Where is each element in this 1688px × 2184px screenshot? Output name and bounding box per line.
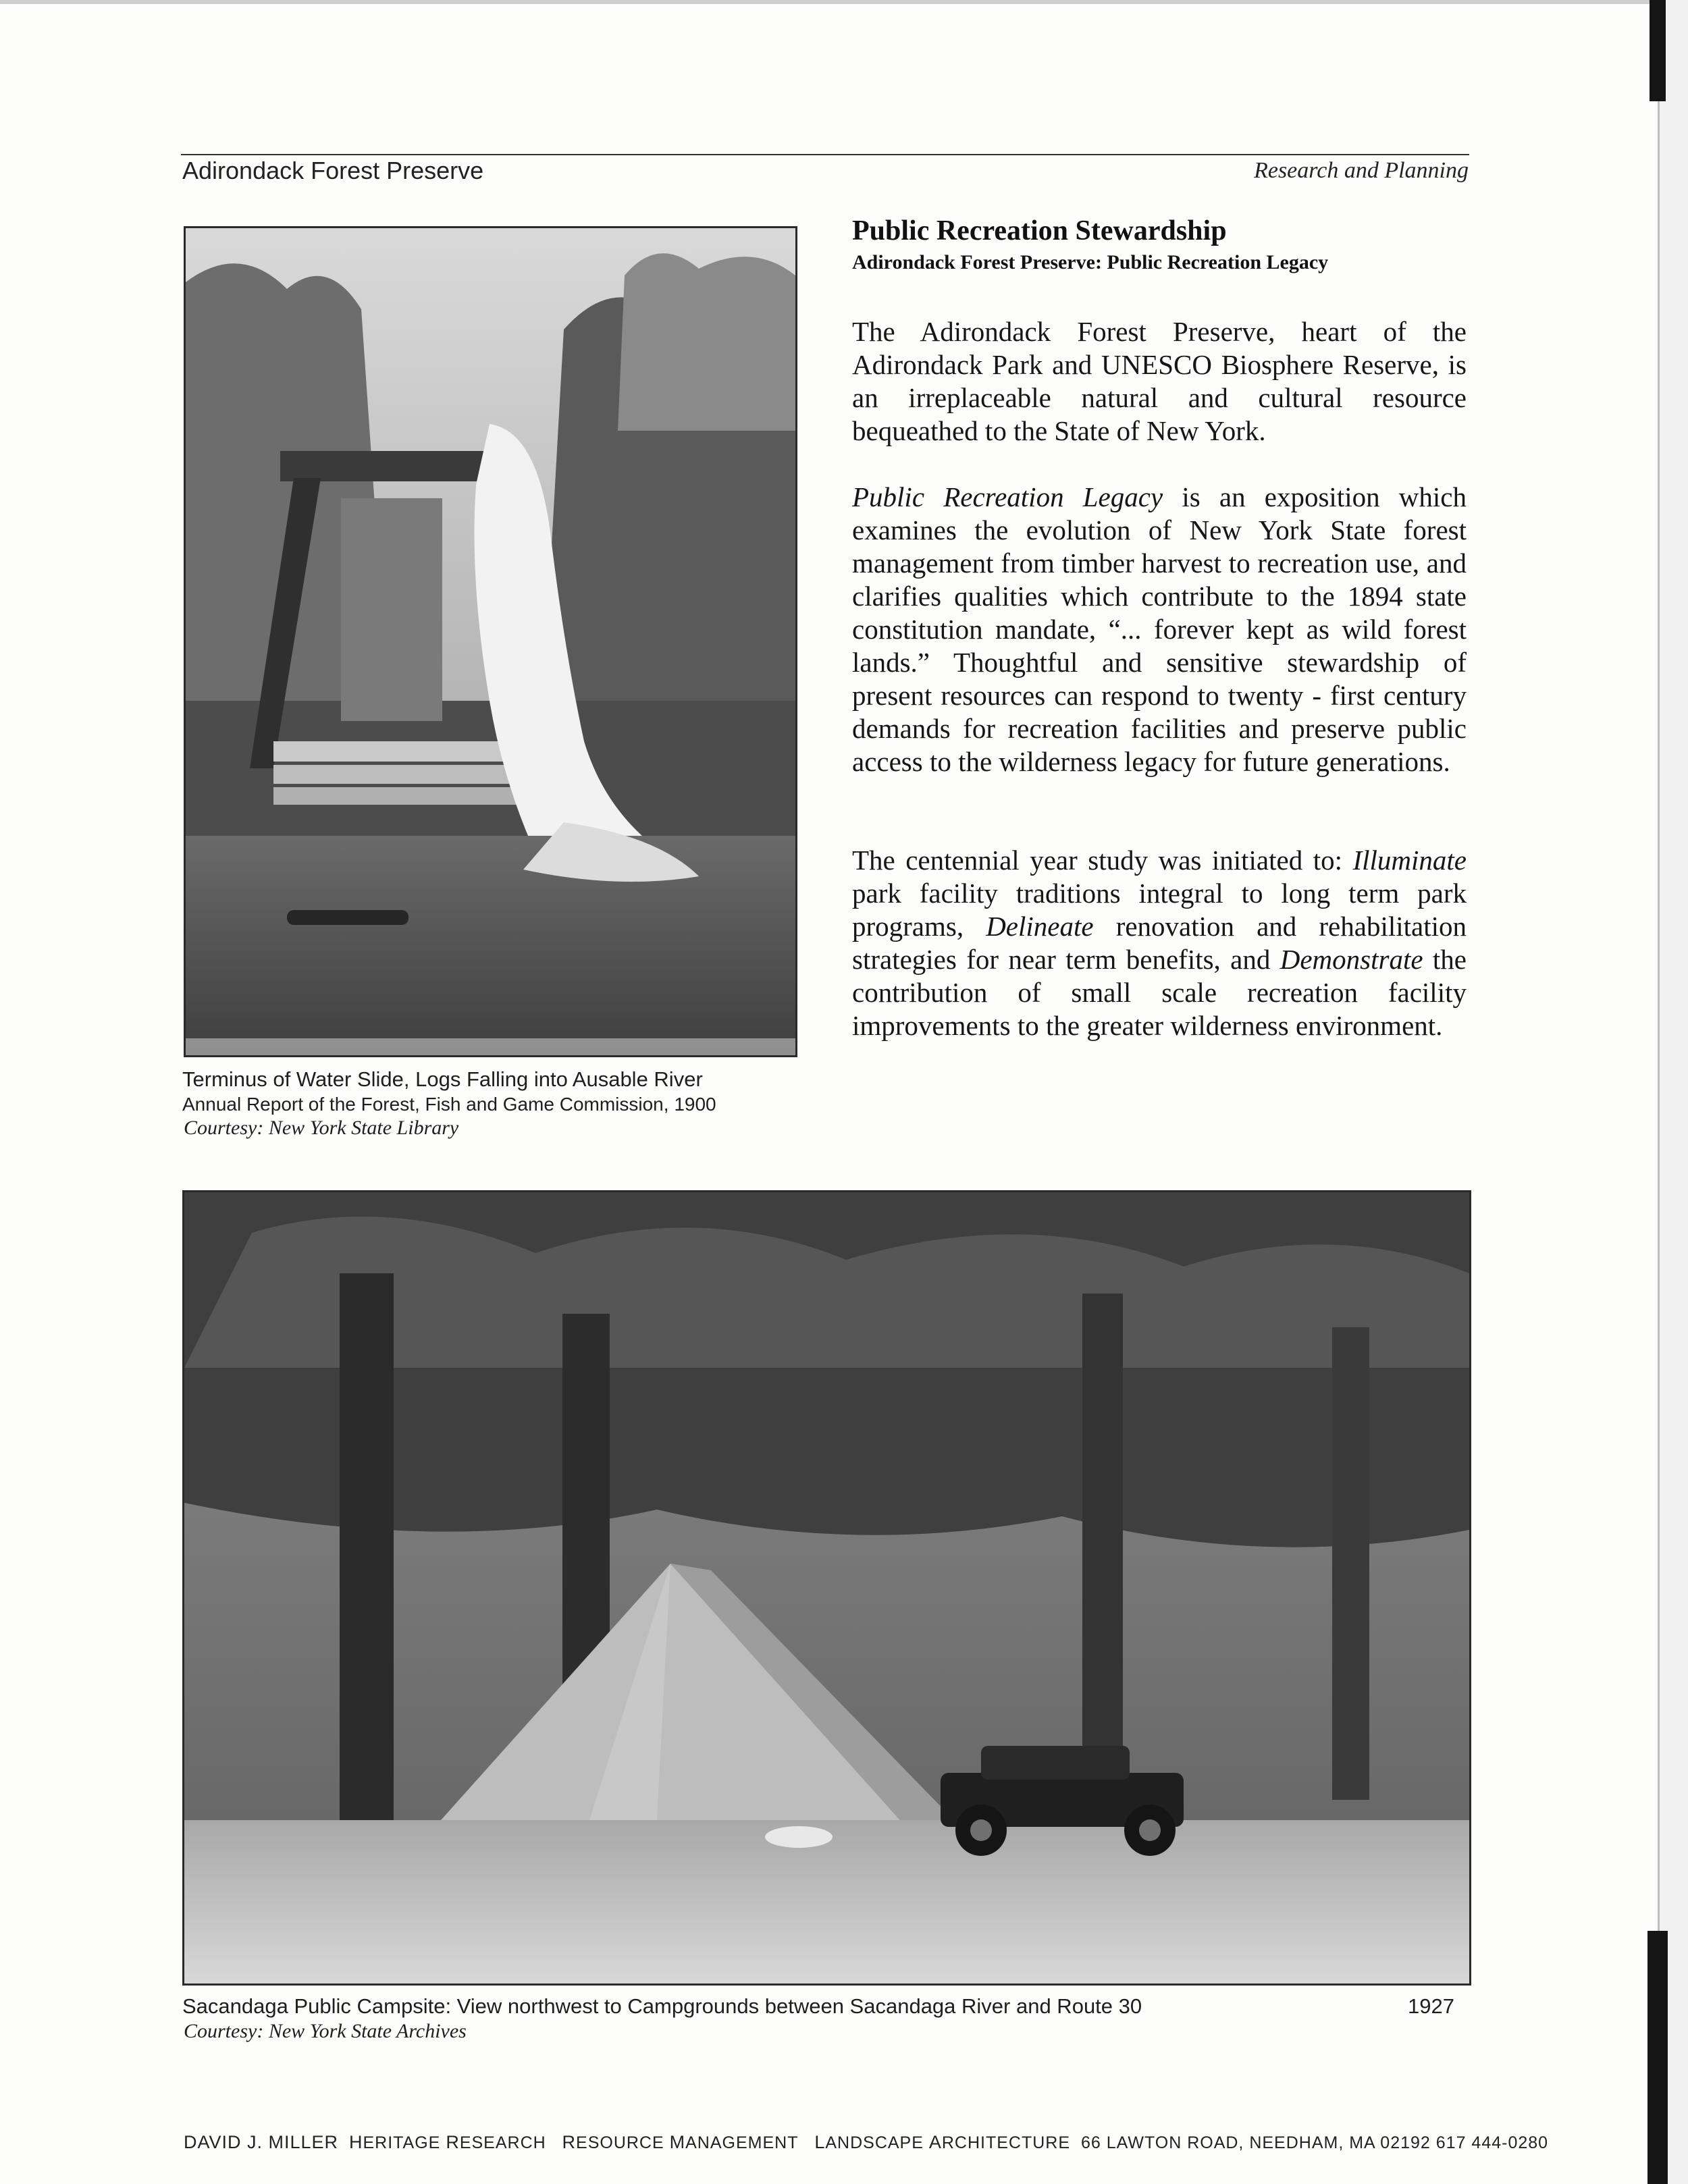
paragraph-3-emphasis-3: Demonstrate	[1280, 944, 1423, 975]
figure1-source: Annual Report of the Forest, Fish and Game Commission, 1900	[182, 1094, 716, 1115]
paragraph-3-emphasis-2: Delineate	[986, 911, 1094, 942]
paragraph-3-text-d: the contribution of small scale recreation facility improvements to the greater wilderness environment.	[852, 944, 1467, 1041]
photo-campsite	[182, 1190, 1471, 1986]
figure1-caption: Terminus of Water Slide, Logs Falling into Ausable River	[182, 1067, 703, 1091]
figure2-year: 1927	[1408, 1994, 1454, 2018]
paragraph-2-text: is an exposition which examines the evolution of New York State forest management from timber harvest to recreation use, and clarifies qualities which contribute to the 1894 state constitution mandate, “... forever kept as wild forest lands.” Thoughtful and sensitive stewardship of present resources can respond to twenty - first century demands for recreation facilities and preserve public access to the wilderness legacy for future generations.	[852, 481, 1467, 777]
footer: DAVID J. MILLER HERITAGE RESEARCH RESOURCE MANAGEMENT LANDSCAPE ARCHITECTURE 66 LAWTON ROAD, NEEDHAM, MA 02192 617 444-0280	[184, 2132, 1549, 2152]
paragraph-2-emphasis: Public Recreation Legacy	[852, 481, 1163, 512]
running-header-left: Adirondack Forest Preserve	[182, 157, 484, 184]
figure2-caption: Sacandaga Public Campsite: View northwest to Campgrounds between Sacandaga River and Route 30	[182, 1994, 1142, 2018]
paragraph-3-text-c: renovation and rehabilitation strategies for near term benefits, and	[852, 911, 1467, 975]
figure1-credit: Courtesy: New York State Library	[184, 1117, 459, 1139]
binding-strip-bottom	[1647, 1931, 1668, 2184]
header-rule	[181, 154, 1469, 155]
body-paragraph-3	[852, 844, 1467, 1042]
section-subtitle: Adirondack Forest Preserve: Public Recreation Legacy	[852, 251, 1329, 273]
body-paragraph-1	[852, 315, 1467, 448]
photo-water-slide	[184, 226, 797, 1057]
paragraph-3-emphasis-1: Illuminate	[1352, 845, 1467, 876]
paragraph-3-text-a: The centennial year study was initiated to:	[852, 845, 1353, 876]
scan-edge-top	[0, 0, 1658, 4]
footer-address: 66 LAWTON ROAD, NEEDHAM, MA 02192 617 444-0280	[1080, 2133, 1549, 2152]
scan-edge-right	[1658, 0, 1688, 2184]
body-paragraph-2	[852, 481, 1467, 778]
section-title: Public Recreation Stewardship	[852, 215, 1227, 246]
paragraph-3-text-b: park facility traditions integral to long term park programs,	[852, 878, 1467, 942]
paragraph-1-text: The Adirondack Forest Preserve, heart of the Adirondack Park and UNESCO Biosphere Reserve, is an irreplaceable natural and cultural resource bequeathed to the State of New York.	[852, 316, 1467, 446]
figure2-credit: Courtesy: New York State Archives	[184, 2020, 467, 2042]
binding-strip-top	[1650, 0, 1666, 101]
running-header-right: Research and Planning	[1254, 158, 1469, 183]
footer-name: DAVID J. MILLER	[184, 2132, 339, 2152]
